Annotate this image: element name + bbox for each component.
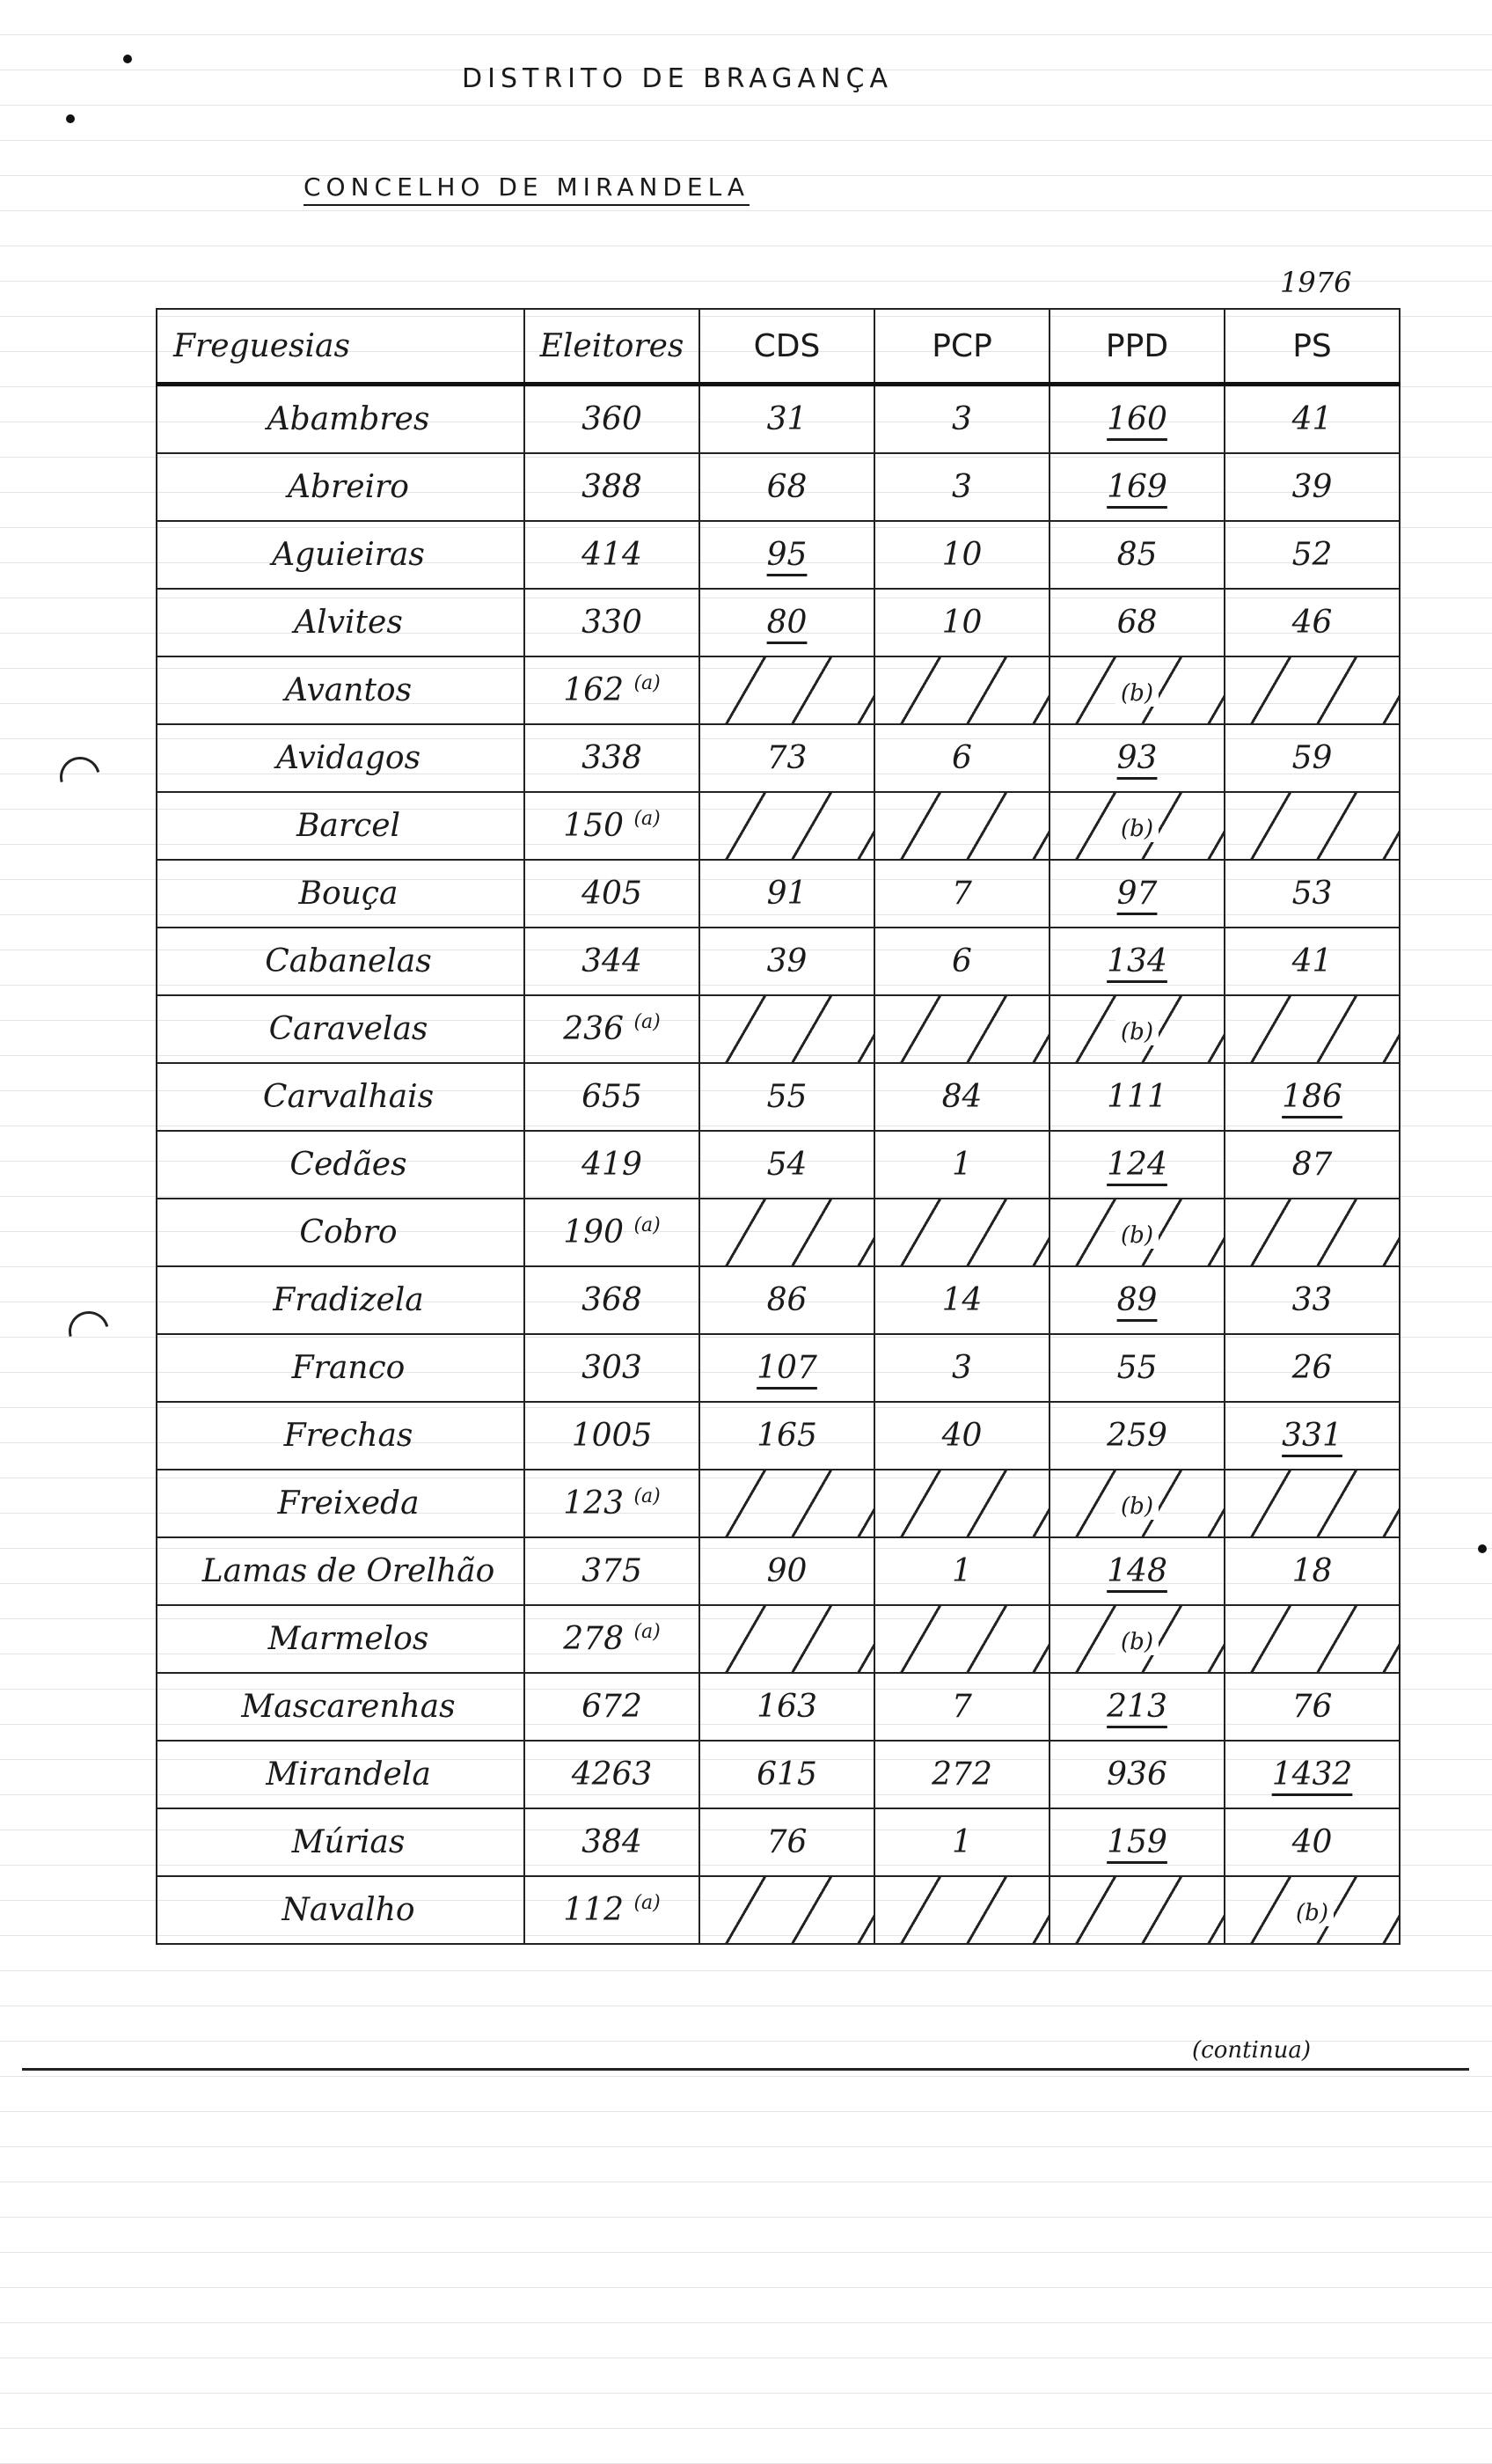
electors-cell <box>524 724 699 792</box>
footnote-marker: (b) <box>1115 1019 1159 1045</box>
footnote-marker: (b) <box>1115 1629 1159 1655</box>
table-row <box>157 521 1400 589</box>
votes-value: 76 <box>1291 1689 1333 1725</box>
votes-cell-ps <box>1225 453 1400 521</box>
votes-cell-ps <box>1225 724 1400 792</box>
hatched-cell-cds <box>699 656 874 724</box>
votes-value: 111 <box>1107 1079 1167 1115</box>
votes-value: 55 <box>1116 1350 1158 1386</box>
table-row <box>157 1266 1400 1334</box>
votes-value: 39 <box>1291 469 1333 505</box>
votes-value: 1432 <box>1271 1756 1353 1793</box>
parish-name-cell: Fradizela <box>157 1266 524 1334</box>
votes-cell-cds <box>699 1673 874 1741</box>
votes-value: 54 <box>766 1147 808 1183</box>
electors-cell <box>524 521 699 589</box>
hatched-cell-ps <box>1225 656 1400 724</box>
continued-note: (continua) <box>1192 2037 1312 2064</box>
punch-hole-mark <box>62 1304 117 1360</box>
votes-cell-cds <box>699 521 874 589</box>
electors-value: 414 <box>581 537 642 573</box>
votes-cell-ps <box>1225 928 1400 995</box>
table-row <box>157 792 1400 860</box>
hatched-cell-ps <box>1225 792 1400 860</box>
electors-value: 162 <box>563 672 624 708</box>
votes-cell-cds <box>699 1537 874 1605</box>
votes-value: 165 <box>757 1418 817 1454</box>
parish-name-cell: Lamas de Orelhão <box>157 1537 524 1605</box>
electors-value: 303 <box>581 1350 642 1386</box>
election-results-table <box>156 308 1401 1945</box>
votes-cell-ps <box>1225 1741 1400 1808</box>
votes-value: 10 <box>941 605 983 641</box>
table-row <box>157 656 1400 724</box>
votes-cell-pcp <box>874 453 1050 521</box>
hatched-cell-pcp <box>874 1199 1050 1266</box>
votes-cell-cds <box>699 1266 874 1334</box>
hatched-cell-pcp <box>874 1470 1050 1537</box>
electors-value: 655 <box>581 1079 642 1115</box>
table-header-row <box>157 309 1400 385</box>
votes-value: 31 <box>766 401 808 437</box>
votes-cell-ppd <box>1050 860 1225 928</box>
council-title: CONCELHO DE MIRANDELA <box>304 172 750 202</box>
votes-cell-ps <box>1225 1334 1400 1402</box>
electors-cell <box>524 860 699 928</box>
ink-dot-mark <box>123 55 132 63</box>
votes-cell-ps <box>1225 589 1400 656</box>
parish-name-cell: Cabanelas <box>157 928 524 995</box>
hatched-cell-ppd <box>1050 1605 1225 1673</box>
votes-cell-pcp <box>874 1741 1050 1808</box>
votes-cell-pcp <box>874 1808 1050 1876</box>
votes-cell-pcp <box>874 385 1050 454</box>
hatched-cell-ppd <box>1050 995 1225 1063</box>
parish-name-cell: Franco <box>157 1334 524 1402</box>
votes-value: 76 <box>766 1824 808 1860</box>
electors-value: 236 <box>563 1011 624 1047</box>
votes-cell-ppd <box>1050 521 1225 589</box>
electors-value: 672 <box>581 1689 642 1725</box>
electors-cell <box>524 385 699 454</box>
electors-cell <box>524 1334 699 1402</box>
votes-cell-ps <box>1225 860 1400 928</box>
votes-value: 89 <box>1116 1282 1158 1318</box>
hatched-cell-pcp <box>874 1876 1050 1944</box>
votes-value: 91 <box>766 876 808 912</box>
footnote-marker: (a) <box>633 1621 661 1643</box>
votes-cell-ppd <box>1050 1673 1225 1741</box>
electors-cell <box>524 1063 699 1131</box>
votes-cell-cds <box>699 1402 874 1470</box>
votes-cell-cds <box>699 453 874 521</box>
votes-value: 39 <box>766 943 808 979</box>
table-row <box>157 1605 1400 1673</box>
hatched-cell-cds <box>699 1199 874 1266</box>
votes-cell-ppd <box>1050 589 1225 656</box>
electors-value: 368 <box>581 1282 642 1318</box>
hatched-cell-cds <box>699 1470 874 1537</box>
parish-name-cell: Avidagos <box>157 724 524 792</box>
votes-cell-cds <box>699 724 874 792</box>
votes-cell-pcp <box>874 1334 1050 1402</box>
table-row <box>157 928 1400 995</box>
hatched-cell-cds <box>699 1876 874 1944</box>
table-row <box>157 1131 1400 1199</box>
parish-name-cell: Navalho <box>157 1876 524 1944</box>
votes-cell-cds <box>699 589 874 656</box>
votes-value: 10 <box>941 537 983 573</box>
votes-cell-ppd <box>1050 385 1225 454</box>
votes-cell-pcp <box>874 1537 1050 1605</box>
votes-value: 134 <box>1107 943 1167 979</box>
votes-cell-ppd <box>1050 1808 1225 1876</box>
electors-cell <box>524 1808 699 1876</box>
hatched-cell-ps <box>1225 1199 1400 1266</box>
electors-cell <box>524 1741 699 1808</box>
votes-value: 615 <box>757 1756 817 1793</box>
votes-cell-ps <box>1225 1063 1400 1131</box>
votes-cell-ppd <box>1050 1741 1225 1808</box>
votes-cell-pcp <box>874 928 1050 995</box>
table-row <box>157 1537 1400 1605</box>
votes-value: 33 <box>1291 1282 1333 1318</box>
votes-cell-pcp <box>874 1266 1050 1334</box>
votes-cell-ppd <box>1050 1537 1225 1605</box>
votes-value: 18 <box>1291 1553 1333 1589</box>
votes-cell-cds <box>699 928 874 995</box>
votes-cell-ps <box>1225 1673 1400 1741</box>
parish-name-cell: Bouça <box>157 860 524 928</box>
votes-cell-cds <box>699 1741 874 1808</box>
votes-cell-ps <box>1225 1808 1400 1876</box>
votes-value: 3 <box>952 1350 972 1386</box>
electors-value: 112 <box>563 1892 624 1928</box>
electors-cell <box>524 1402 699 1470</box>
votes-value: 7 <box>952 1689 972 1725</box>
table-row <box>157 1673 1400 1741</box>
hatched-cell-pcp <box>874 1605 1050 1673</box>
table-row <box>157 1199 1400 1266</box>
electors-value: 330 <box>581 605 642 641</box>
votes-value: 73 <box>766 740 808 776</box>
votes-value: 169 <box>1107 469 1167 505</box>
footnote-marker: (a) <box>633 1892 661 1914</box>
votes-value: 41 <box>1291 943 1333 979</box>
votes-value: 14 <box>941 1282 983 1318</box>
hatched-cell-ppd <box>1050 792 1225 860</box>
column-header-ps: PS <box>1225 309 1400 385</box>
votes-value: 59 <box>1291 740 1333 776</box>
votes-value: 160 <box>1107 401 1167 437</box>
votes-value: 52 <box>1291 537 1333 573</box>
votes-value: 163 <box>757 1689 817 1725</box>
ink-dot-mark <box>66 114 75 123</box>
votes-value: 53 <box>1291 876 1333 912</box>
hatched-cell-ppd <box>1050 656 1225 724</box>
votes-value: 159 <box>1107 1824 1167 1860</box>
footnote-marker: (b) <box>1115 680 1159 707</box>
footnote-marker: (b) <box>1291 1900 1334 1926</box>
column-header-ppd: PPD <box>1050 309 1225 385</box>
electors-cell <box>524 453 699 521</box>
votes-value: 40 <box>941 1418 983 1454</box>
votes-cell-ppd <box>1050 724 1225 792</box>
votes-value: 95 <box>766 537 808 573</box>
electors-value: 388 <box>581 469 642 505</box>
parish-name-cell: Alvites <box>157 589 524 656</box>
parish-name-cell: Frechas <box>157 1402 524 1470</box>
parish-name-cell: Freixeda <box>157 1470 524 1537</box>
table-row <box>157 1741 1400 1808</box>
punch-hole-mark <box>53 750 108 805</box>
electors-cell <box>524 1199 699 1266</box>
votes-value: 7 <box>952 876 972 912</box>
district-title: DISTRITO DE BRAGANÇA <box>462 63 893 94</box>
votes-cell-pcp <box>874 860 1050 928</box>
table-row <box>157 995 1400 1063</box>
votes-cell-pcp <box>874 1131 1050 1199</box>
votes-cell-pcp <box>874 1402 1050 1470</box>
votes-value: 3 <box>952 401 972 437</box>
votes-value: 1 <box>952 1553 972 1589</box>
electors-value: 150 <box>563 808 624 844</box>
parish-name-cell: Cobro <box>157 1199 524 1266</box>
parish-name-cell: Mirandela <box>157 1741 524 1808</box>
parish-name-cell: Caravelas <box>157 995 524 1063</box>
votes-cell-ps <box>1225 1402 1400 1470</box>
votes-value: 84 <box>941 1079 983 1115</box>
electors-value: 1005 <box>571 1418 653 1454</box>
votes-value: 26 <box>1291 1350 1333 1386</box>
votes-cell-pcp <box>874 521 1050 589</box>
votes-value: 41 <box>1291 401 1333 437</box>
hatched-cell-cds <box>699 1605 874 1673</box>
electors-value: 375 <box>581 1553 642 1589</box>
votes-cell-pcp <box>874 589 1050 656</box>
footnote-marker: (b) <box>1115 1222 1159 1249</box>
votes-value: 124 <box>1107 1147 1167 1183</box>
hatched-cell-ppd <box>1050 1199 1225 1266</box>
votes-cell-pcp <box>874 1673 1050 1741</box>
votes-value: 1 <box>952 1147 972 1183</box>
votes-value: 80 <box>766 605 808 641</box>
votes-value: 55 <box>766 1079 808 1115</box>
electors-value: 419 <box>581 1147 642 1183</box>
parish-name-cell: Barcel <box>157 792 524 860</box>
votes-value: 87 <box>1291 1147 1333 1183</box>
votes-cell-ppd <box>1050 1402 1225 1470</box>
electors-cell <box>524 1266 699 1334</box>
votes-value: 213 <box>1107 1689 1167 1725</box>
hatched-cell-cds <box>699 792 874 860</box>
table-row <box>157 385 1400 454</box>
votes-cell-ppd <box>1050 928 1225 995</box>
table-row <box>157 589 1400 656</box>
electors-value: 360 <box>581 401 642 437</box>
votes-value: 86 <box>766 1282 808 1318</box>
votes-cell-ps <box>1225 1131 1400 1199</box>
votes-cell-ps <box>1225 1537 1400 1605</box>
votes-cell-cds <box>699 1063 874 1131</box>
electors-value: 4263 <box>571 1756 653 1793</box>
votes-value: 272 <box>932 1756 992 1793</box>
votes-cell-ps <box>1225 385 1400 454</box>
footnote-marker: (b) <box>1115 1493 1159 1520</box>
electors-value: 384 <box>581 1824 642 1860</box>
votes-value: 68 <box>1116 605 1158 641</box>
votes-value: 40 <box>1291 1824 1333 1860</box>
table-row <box>157 1808 1400 1876</box>
hatched-cell-ps <box>1225 995 1400 1063</box>
ink-dot-mark <box>1478 1544 1487 1553</box>
votes-value: 68 <box>766 469 808 505</box>
parish-name-cell: Cedães <box>157 1131 524 1199</box>
table-row <box>157 724 1400 792</box>
votes-cell-cds <box>699 1334 874 1402</box>
column-header-electors: Eleitores <box>524 309 699 385</box>
votes-cell-cds <box>699 1131 874 1199</box>
hatched-cell-ps <box>1225 1605 1400 1673</box>
electors-value: 344 <box>581 943 642 979</box>
column-header-parishes: Freguesias <box>157 309 524 385</box>
electors-cell <box>524 589 699 656</box>
table-row <box>157 1470 1400 1537</box>
hatched-cell-pcp <box>874 792 1050 860</box>
column-header-pcp: PCP <box>874 309 1050 385</box>
electors-cell <box>524 656 699 724</box>
footnote-marker: (a) <box>633 672 661 694</box>
parish-name-cell: Carvalhais <box>157 1063 524 1131</box>
table-row <box>157 1063 1400 1131</box>
votes-value: 1 <box>952 1824 972 1860</box>
parish-name-cell: Marmelos <box>157 1605 524 1673</box>
hatched-cell-pcp <box>874 656 1050 724</box>
votes-value: 3 <box>952 469 972 505</box>
table-row <box>157 860 1400 928</box>
hatched-cell-cds <box>699 995 874 1063</box>
votes-value: 259 <box>1107 1418 1167 1454</box>
votes-value: 90 <box>766 1553 808 1589</box>
votes-value: 107 <box>757 1350 817 1386</box>
footnote-marker: (a) <box>633 808 661 830</box>
votes-cell-cds <box>699 860 874 928</box>
votes-value: 936 <box>1107 1756 1167 1793</box>
hatched-cell-ppd <box>1050 1470 1225 1537</box>
electors-cell <box>524 1876 699 1944</box>
parish-name-cell: Múrias <box>157 1808 524 1876</box>
electors-value: 123 <box>563 1485 624 1522</box>
votes-cell-ps <box>1225 1266 1400 1334</box>
votes-cell-ppd <box>1050 1266 1225 1334</box>
footnote-marker: (a) <box>633 1011 661 1033</box>
footnote-marker: (a) <box>633 1485 661 1507</box>
electors-cell <box>524 1605 699 1673</box>
hatched-cell-ppd <box>1050 1876 1225 1944</box>
electors-cell <box>524 995 699 1063</box>
votes-cell-cds <box>699 1808 874 1876</box>
votes-cell-ppd <box>1050 1131 1225 1199</box>
votes-cell-ppd <box>1050 1063 1225 1131</box>
electors-cell <box>524 1537 699 1605</box>
footnote-marker: (a) <box>633 1214 661 1236</box>
electors-cell <box>524 792 699 860</box>
votes-value: 6 <box>952 740 972 776</box>
table-row <box>157 453 1400 521</box>
votes-cell-cds <box>699 385 874 454</box>
votes-value: 97 <box>1116 876 1158 912</box>
parish-name-cell: Aguieiras <box>157 521 524 589</box>
votes-cell-ps <box>1225 521 1400 589</box>
votes-cell-ppd <box>1050 453 1225 521</box>
votes-value: 6 <box>952 943 972 979</box>
electors-value: 405 <box>581 876 642 912</box>
votes-value: 46 <box>1291 605 1333 641</box>
electors-value: 338 <box>581 740 642 776</box>
electors-value: 190 <box>563 1214 624 1250</box>
electors-cell <box>524 1470 699 1537</box>
footnote-marker: (b) <box>1115 816 1159 842</box>
votes-value: 85 <box>1116 537 1158 573</box>
parish-name-cell: Abreiro <box>157 453 524 521</box>
votes-value: 148 <box>1107 1553 1167 1589</box>
electors-value: 278 <box>563 1621 624 1657</box>
parish-name-cell: Abambres <box>157 385 524 454</box>
column-header-cds: CDS <box>699 309 874 385</box>
hatched-cell-pcp <box>874 995 1050 1063</box>
hatched-cell-ps <box>1225 1470 1400 1537</box>
electors-cell <box>524 1673 699 1741</box>
table-row <box>157 1402 1400 1470</box>
parish-name-cell: Mascarenhas <box>157 1673 524 1741</box>
votes-value: 93 <box>1116 740 1158 776</box>
votes-cell-pcp <box>874 724 1050 792</box>
hatched-cell-ps <box>1225 1876 1400 1944</box>
electors-cell <box>524 1131 699 1199</box>
table-row <box>157 1334 1400 1402</box>
votes-cell-pcp <box>874 1063 1050 1131</box>
parish-name-cell: Avantos <box>157 656 524 724</box>
votes-value: 331 <box>1282 1418 1342 1454</box>
votes-value: 186 <box>1282 1079 1342 1115</box>
votes-cell-ppd <box>1050 1334 1225 1402</box>
electors-cell <box>524 928 699 995</box>
table-body <box>157 385 1400 1945</box>
bottom-rule <box>22 2068 1469 2071</box>
table-row <box>157 1876 1400 1944</box>
year-label: 1976 <box>1280 266 1352 299</box>
